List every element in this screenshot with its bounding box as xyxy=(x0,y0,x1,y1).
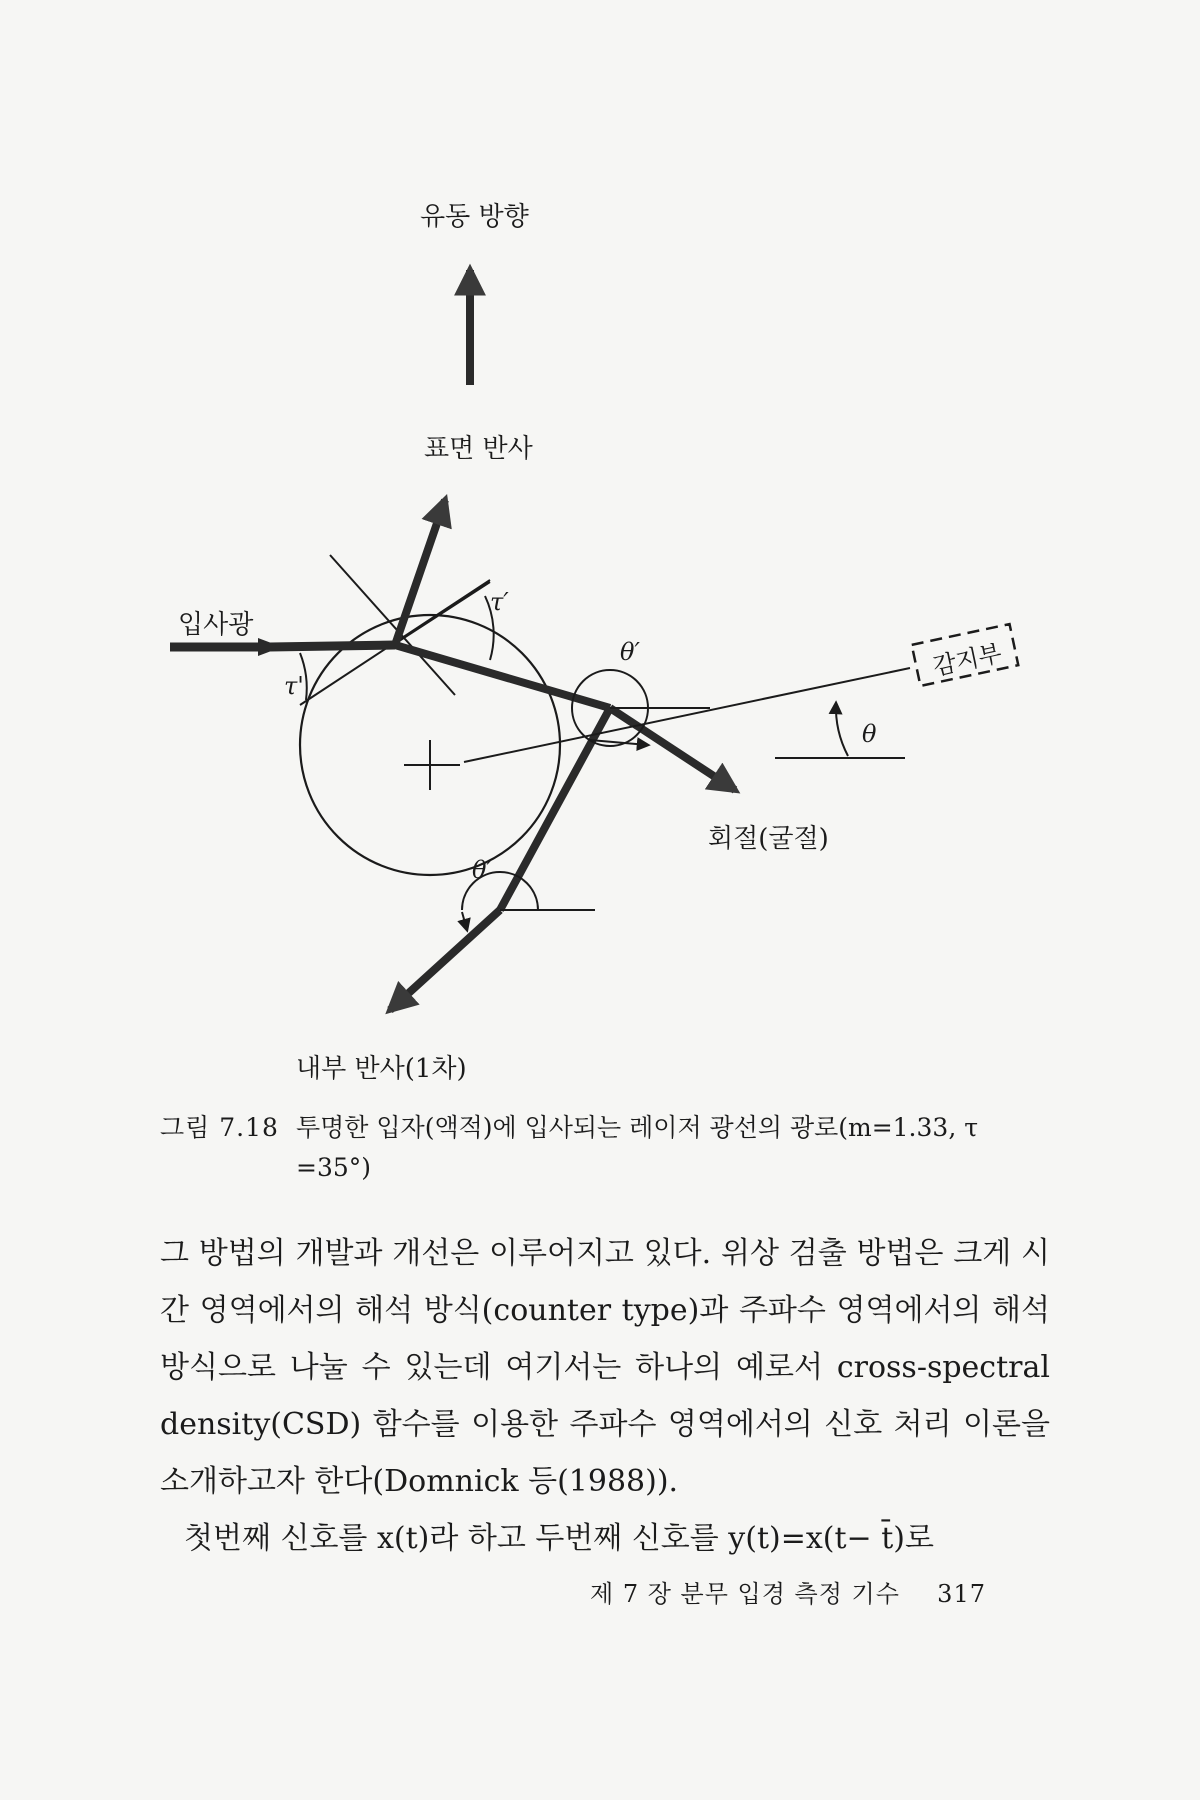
internal-reflection-label: 내부 반사(1차) xyxy=(296,1054,467,1084)
surface-reflection-label: 표면 반사 xyxy=(424,434,533,464)
refracted-ray-inside xyxy=(395,645,610,708)
refraction-label: 회절(굴절) xyxy=(708,824,829,854)
internal-reflection-exit-ray xyxy=(390,910,500,1010)
incident-ray-arrowhead xyxy=(258,638,282,656)
refraction-exit-ray xyxy=(610,708,735,790)
theta-arc xyxy=(836,703,848,756)
theta-label: θ xyxy=(862,720,877,748)
chapter-title: 제 7 장 분무 입경 측정 기수 xyxy=(590,1580,900,1608)
page-number: 317 xyxy=(937,1580,986,1608)
tau-prime-top-label: τ′ xyxy=(490,588,509,616)
caption-text-line1: 투명한 입자(액적)에 입사되는 레이저 광선의 광로(m=1.33, τ xyxy=(296,1113,979,1142)
flow-direction-label: 유동 방향 xyxy=(420,202,529,232)
caption-text-line2: =35°) xyxy=(296,1153,372,1182)
incident-light-label: 입사광 xyxy=(178,610,254,640)
figure-caption xyxy=(160,1108,1040,1188)
theta-prime-right-label: θ′ xyxy=(620,638,640,666)
internal-ray-down xyxy=(500,708,610,910)
page-footer xyxy=(590,1574,986,1609)
figure-number: 그림 7.18 xyxy=(160,1113,279,1142)
body-paragraph-1: 그 방법의 개발과 개선은 이루어지고 있다. 위상 검출 방법은 크게 시간 영역에서의 해석 방식(counter type)과 주파수 영역에서의 해석 방식으로 나눌 수 있는데 여기서는 하나의 예로서 cross-spectral density(CSD) 함수를 이용한 주파수 영역에서의 신호 처리 이론을 소개하고자 한다(Domnick 등(1988)). xyxy=(160,1236,1050,1499)
incident-ray xyxy=(270,645,395,647)
tau-prime-left-label: τ' xyxy=(284,672,304,700)
theta-prime-bottom-label: θ′ xyxy=(472,856,492,884)
detector-label: 감지부 xyxy=(930,639,1005,681)
theta-prime-bottom-pointer xyxy=(462,912,467,930)
surface-reflection-ray xyxy=(395,500,445,645)
body-paragraph-2: 첫번째 신호를 x(t)라 하고 두번째 신호를 y(t)=x(t− t̄)로 xyxy=(184,1521,934,1556)
body-text xyxy=(160,1225,1050,1567)
